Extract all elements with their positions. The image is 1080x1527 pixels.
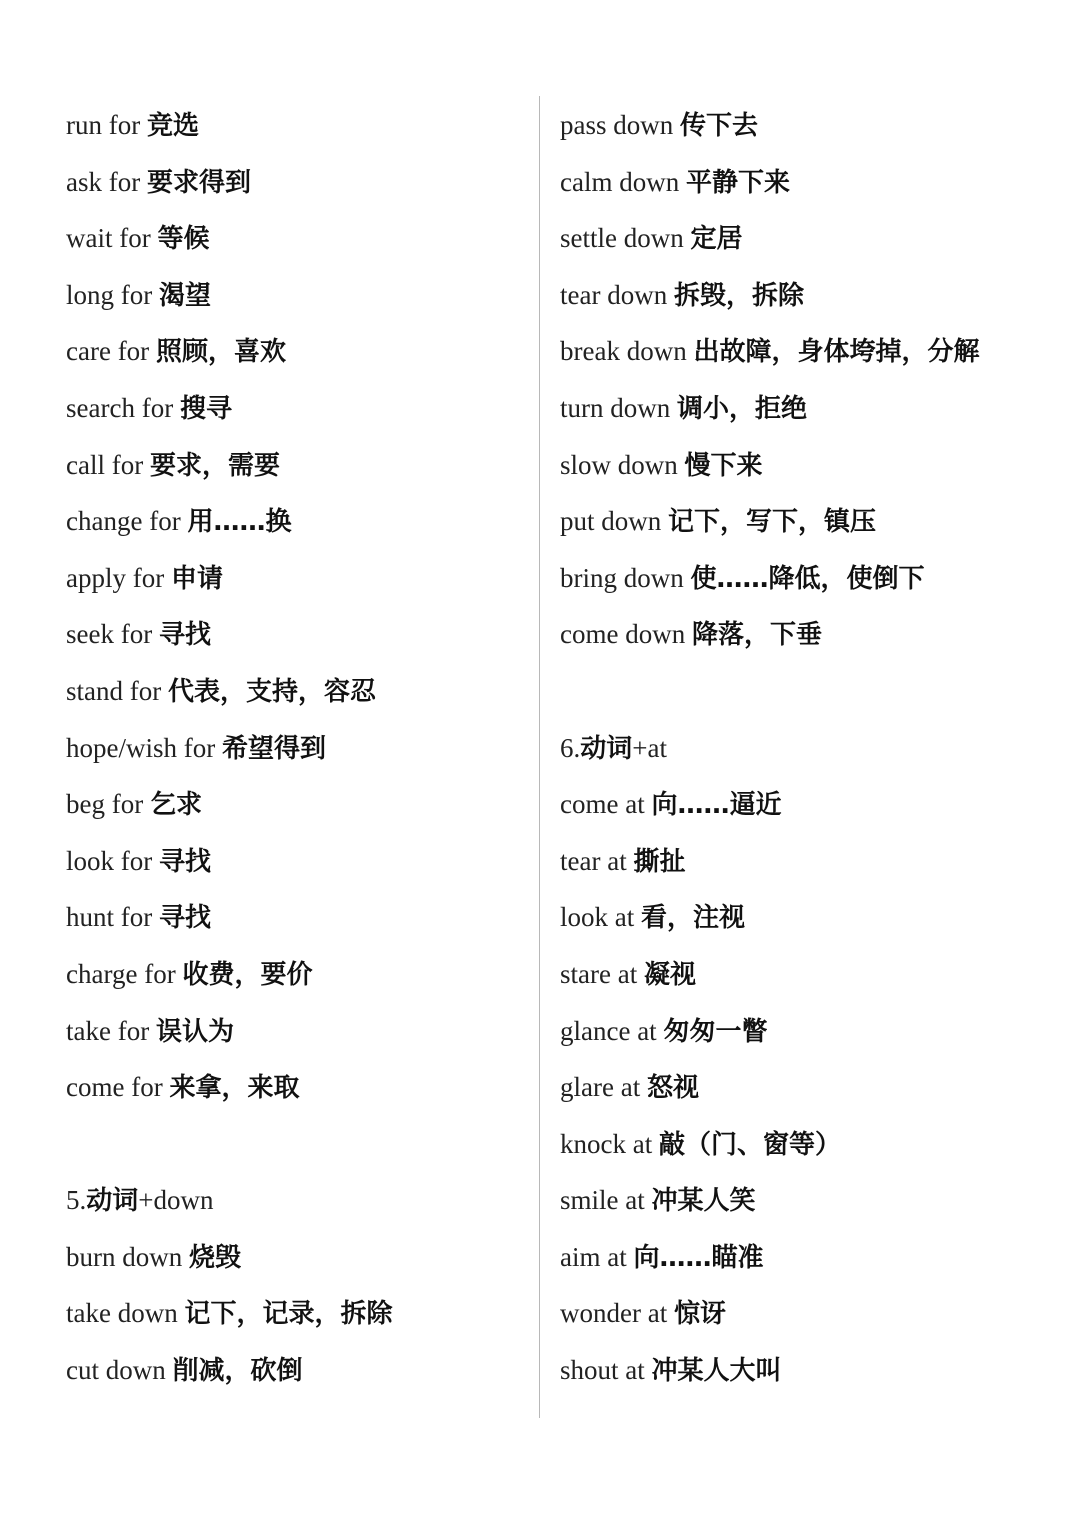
phrase-chinese: 要求得到 (146, 167, 251, 198)
phrase-chinese: 用……换 (187, 507, 292, 538)
phrase-item (560, 323, 1060, 380)
phrase-item (66, 1285, 526, 1342)
phrase-english: tear at (560, 845, 627, 876)
phrase-item (560, 1059, 1060, 1116)
phrase-chinese: 要求，需要 (149, 450, 280, 481)
phrase-chinese: 申请 (170, 563, 223, 594)
phrase-english: beg for (66, 789, 144, 820)
phrase-chinese: 降落，下垂 (691, 620, 822, 651)
phrase-chinese: 寻找 (158, 620, 211, 651)
phrase-chinese: 竞选 (146, 111, 199, 141)
phrase-english: slow down (560, 449, 678, 480)
phrase-item (560, 833, 1060, 890)
right-column (560, 97, 1060, 1399)
phrase-english: smile at (560, 1185, 645, 1216)
down-phrase-list (66, 1229, 526, 1399)
phrase-item (66, 154, 526, 211)
left-column (66, 97, 526, 1399)
phrase-item (560, 437, 1060, 494)
phrase-english: care for (66, 336, 150, 367)
phrase-item (560, 606, 1060, 663)
phrase-item (66, 97, 526, 154)
phrase-item (66, 1059, 526, 1116)
phrase-english: come at (560, 789, 645, 820)
phrase-chinese: 来拿，来取 (169, 1073, 300, 1104)
phrase-chinese: 寻找 (158, 846, 211, 877)
phrase-english: shout at (560, 1355, 645, 1386)
phrase-english: turn down (560, 392, 671, 423)
phrase-chinese: 惊讶 (673, 1299, 726, 1330)
phrase-item (66, 776, 526, 833)
phrase-english: apply for (66, 562, 165, 593)
phrase-chinese: 冲某人笑 (651, 1186, 756, 1217)
phrase-chinese: 平静下来 (685, 167, 790, 198)
phrase-english: search for (66, 392, 174, 423)
phrase-chinese: 向……瞄准 (633, 1242, 764, 1273)
phrase-english: knock at (560, 1128, 653, 1159)
phrase-item (560, 97, 1060, 154)
phrase-english: call for (66, 449, 144, 480)
phrase-english: hunt for (66, 902, 153, 933)
phrase-item (66, 267, 526, 324)
phrase-chinese: 搜寻 (179, 393, 232, 424)
phrase-item (66, 210, 526, 267)
phrase-item (560, 1342, 1060, 1399)
phrase-english: stand for (66, 675, 162, 706)
phrase-item (560, 1003, 1060, 1060)
phrase-chinese: 定居 (690, 224, 743, 255)
phrase-item (66, 323, 526, 380)
phrase-english: come for (66, 1072, 163, 1103)
phrase-chinese: 误认为 (155, 1016, 234, 1047)
phrase-chinese: 调小，拒绝 (677, 393, 808, 424)
section-number: 5. (66, 1185, 87, 1216)
phrase-english: seek for (66, 619, 153, 650)
phrase-english: wonder at (560, 1298, 668, 1329)
spacer (560, 663, 1060, 720)
phrase-chinese: 烧毁 (189, 1242, 242, 1273)
phrase-item (560, 1172, 1060, 1229)
phrase-item (66, 437, 526, 494)
phrase-english: burn down (66, 1241, 183, 1272)
phrase-item (66, 946, 526, 1003)
phrase-chinese: 敲（门、窗等） (658, 1129, 841, 1160)
phrase-chinese: 冲某人大叫 (651, 1356, 782, 1387)
phrase-chinese: 撕扯 (633, 846, 686, 877)
phrase-item (66, 1342, 526, 1399)
section-suffix: +at (632, 732, 667, 763)
phrase-item (66, 1003, 526, 1060)
phrase-chinese: 拆毁，拆除 (673, 280, 804, 311)
phrase-chinese: 记下，写下，镇压 (668, 507, 877, 538)
column-divider (539, 96, 540, 1418)
phrase-chinese: 使……降低，使倒下 (690, 563, 925, 594)
phrase-english: settle down (560, 223, 684, 254)
phrase-chinese: 慢下来 (684, 450, 763, 481)
phrase-item (66, 663, 526, 720)
phrase-chinese: 向……逼近 (651, 790, 782, 821)
phrase-english: bring down (560, 562, 684, 593)
phrase-english: aim at (560, 1241, 627, 1272)
phrase-chinese: 传下去 (680, 111, 759, 141)
phrase-item (560, 946, 1060, 1003)
phrase-item (66, 380, 526, 437)
phrase-english: take down (66, 1298, 178, 1329)
phrase-item (66, 720, 526, 777)
phrase-item (560, 380, 1060, 437)
phrase-english: look at (560, 902, 635, 933)
phrase-item (560, 889, 1060, 946)
phrase-english: take for (66, 1015, 150, 1046)
phrase-item (66, 889, 526, 946)
phrase-english: charge for (66, 958, 176, 989)
phrase-item (560, 776, 1060, 833)
phrase-chinese: 希望得到 (221, 733, 326, 764)
section-heading-at (560, 720, 1060, 777)
phrase-english: look for (66, 845, 153, 876)
phrase-item (66, 493, 526, 550)
down-phrase-list-continued (560, 97, 1060, 663)
phrase-item (560, 154, 1060, 211)
section-label: 动词 (86, 1186, 139, 1217)
phrase-chinese: 削减，砍倒 (172, 1356, 303, 1387)
phrase-chinese: 寻找 (158, 903, 211, 934)
phrase-chinese: 记下，记录，拆除 (184, 1299, 393, 1330)
phrase-chinese: 怒视 (646, 1073, 699, 1104)
phrase-english: ask for (66, 166, 141, 197)
phrase-english: pass down (560, 110, 674, 140)
spacer (66, 1116, 526, 1173)
phrase-chinese: 渴望 (158, 280, 211, 311)
for-phrase-list (66, 97, 526, 1116)
phrase-english: tear down (560, 279, 668, 310)
phrase-item (560, 493, 1060, 550)
phrase-english: glance at (560, 1015, 657, 1046)
phrase-item (560, 210, 1060, 267)
phrase-item (66, 606, 526, 663)
phrase-chinese: 出故障，身体垮掉，分解 (693, 337, 980, 368)
section-label: 动词 (580, 733, 633, 764)
phrase-english: break down (560, 336, 687, 367)
phrase-item (66, 833, 526, 890)
phrase-english: change for (66, 506, 181, 537)
phrase-chinese: 照顾，喜欢 (155, 337, 286, 368)
section-heading-down (66, 1172, 526, 1229)
phrase-english: long for (66, 279, 153, 310)
phrase-chinese: 看，注视 (641, 903, 746, 934)
phrase-item (66, 1229, 526, 1286)
phrase-chinese: 代表，支持，容忍 (167, 676, 376, 707)
phrase-english: glare at (560, 1072, 641, 1103)
phrase-item (560, 550, 1060, 607)
phrase-chinese: 匆匆一瞥 (663, 1016, 768, 1047)
phrase-english: come down (560, 619, 686, 650)
phrase-item (560, 1229, 1060, 1286)
section-number: 6. (560, 732, 581, 763)
phrase-english: run for (66, 110, 141, 140)
section-suffix: +down (138, 1185, 214, 1216)
phrase-chinese: 凝视 (643, 959, 696, 990)
phrase-item (560, 267, 1060, 324)
phrase-english: cut down (66, 1355, 166, 1386)
phrase-chinese: 乞求 (149, 790, 202, 821)
phrase-item (66, 550, 526, 607)
phrase-english: hope/wish for (66, 732, 216, 763)
phrase-item (560, 1285, 1060, 1342)
phrase-english: put down (560, 506, 662, 537)
phrase-english: stare at (560, 958, 638, 989)
at-phrase-list (560, 776, 1060, 1399)
phrase-chinese: 收费，要价 (182, 959, 313, 990)
phrase-chinese: 等候 (157, 224, 210, 255)
phrase-item (560, 1116, 1060, 1173)
phrase-english: wait for (66, 223, 151, 254)
phrase-english: calm down (560, 166, 680, 197)
